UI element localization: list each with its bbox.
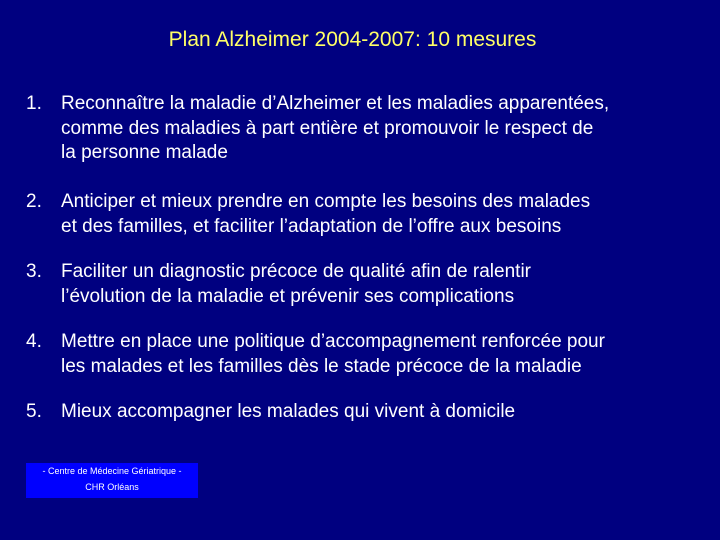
item-text: [61, 400, 706, 425]
item-text: [61, 330, 706, 379]
item-line: Reconnaître la maladie d’Alzheimer et les maladies apparentées,: [61, 93, 610, 114]
item-line: les malades et les familles dès le stade précoce de la maladie: [61, 355, 582, 377]
list-item: [26, 330, 706, 379]
item-line: Mettre en place une politique d’accompagnement renforcée pour: [61, 331, 605, 352]
list-item: [26, 190, 706, 239]
list-item: [26, 400, 706, 425]
item-line: Anticiper et mieux prendre en compte les besoins des malades: [61, 191, 591, 212]
item-text: [61, 92, 706, 166]
item-text: [61, 190, 706, 239]
footer-line-2: CHR Orléans: [85, 482, 139, 492]
footer-box: [26, 463, 198, 498]
item-line: Faciliter un diagnostic précoce de qualité afin de ralentir: [61, 261, 531, 282]
item-number: 3.: [26, 261, 42, 282]
item-line: comme des maladies à part entière et promouvoir le respect de: [61, 117, 594, 139]
item-line: l’évolution de la maladie et prévenir ses complications: [61, 285, 515, 307]
item-number: 2.: [26, 191, 42, 212]
list-item: [26, 92, 706, 166]
footer-line-1: - Centre de Médecine Gériatrique -: [42, 466, 182, 476]
item-line: Mieux accompagner les malades qui vivent à domicile: [61, 401, 516, 422]
slide-title: Plan Alzheimer 2004-2007: 10 mesures: [168, 28, 537, 51]
item-line: et des familles, et faciliter l’adaptation de l’offre aux besoins: [61, 215, 562, 237]
item-number: 5.: [26, 401, 42, 422]
list-item: [26, 260, 706, 309]
item-number: 1.: [26, 93, 42, 114]
item-line: la personne malade: [61, 142, 228, 163]
item-text: [61, 260, 706, 309]
item-number: 4.: [26, 331, 42, 352]
